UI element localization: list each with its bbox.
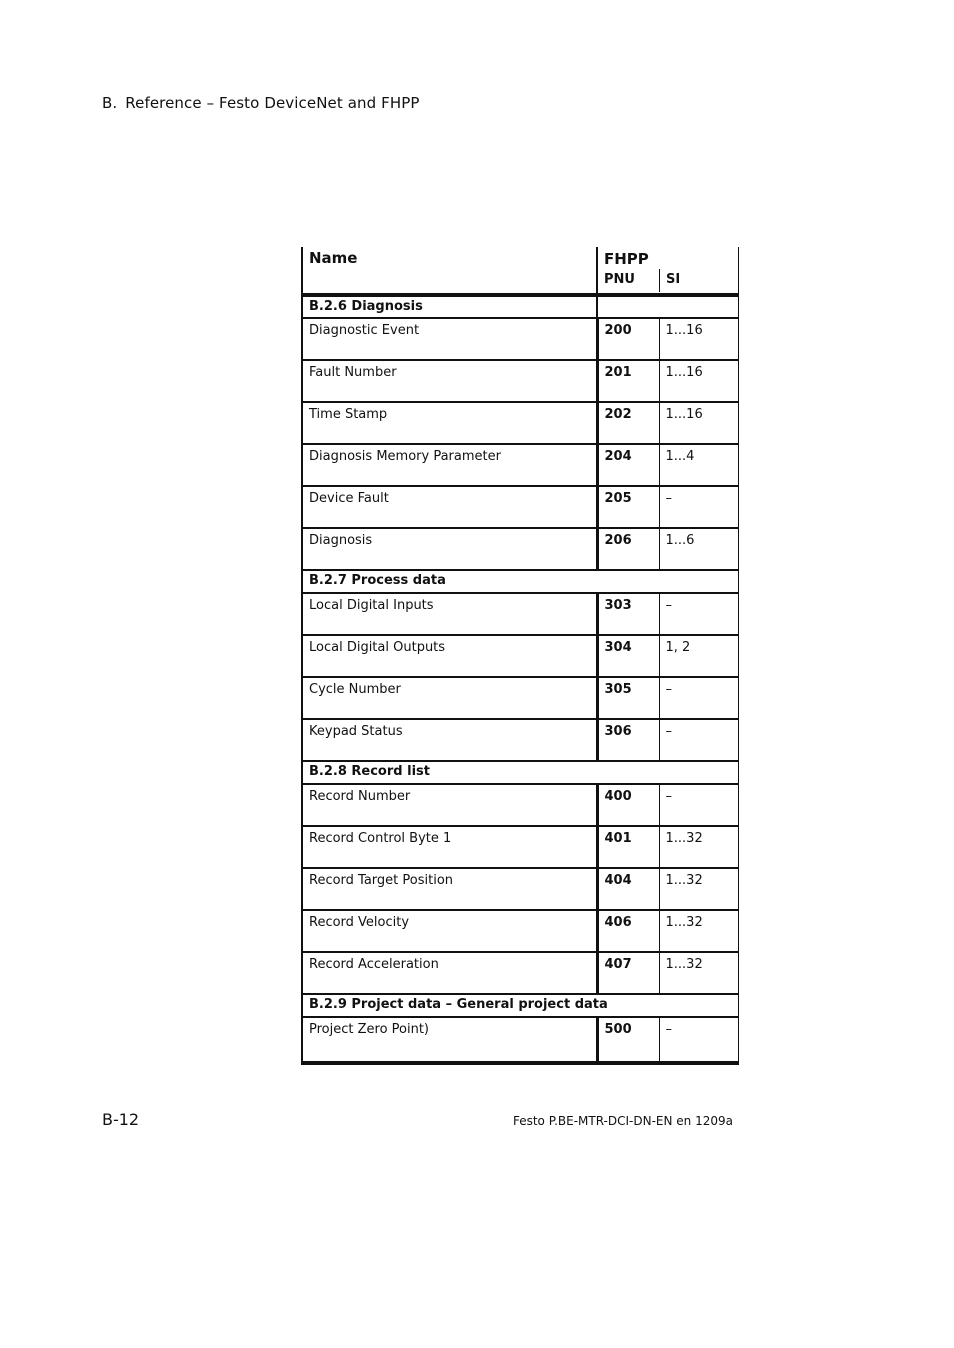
parameter-pnu: 306 [597, 719, 659, 761]
parameter-si: 1...16 [659, 360, 738, 402]
parameter-name: Device Fault [302, 486, 597, 528]
parameter-si: 1...4 [659, 444, 738, 486]
table-row [302, 952, 738, 994]
parameter-name: Local Digital Outputs [302, 635, 597, 677]
column-header-fhpp: FHPP [604, 250, 649, 268]
table-row [302, 593, 738, 635]
parameter-si: – [659, 677, 738, 719]
table-row [302, 677, 738, 719]
parameter-si: 1...16 [659, 402, 738, 444]
page-number: B-12 [102, 1110, 140, 1129]
document-reference: Festo P.BE-MTR-DCI-DN-EN en 1209a [512, 1114, 733, 1128]
section-title: B.2.6 Diagnosis [302, 295, 597, 318]
column-group-fhpp [597, 247, 738, 295]
table-row [302, 910, 738, 952]
parameter-si: 1...6 [659, 528, 738, 570]
parameter-si: 1...32 [659, 868, 738, 910]
parameter-name: Diagnosis Memory Parameter [302, 444, 597, 486]
table-row [302, 719, 738, 761]
table-row [302, 635, 738, 677]
parameter-name: Diagnosis [302, 528, 597, 570]
table-header-row [302, 247, 738, 295]
parameter-si: 1, 2 [659, 635, 738, 677]
table-row [302, 402, 738, 444]
parameter-name: Keypad Status [302, 719, 597, 761]
parameter-name: Local Digital Inputs [302, 593, 597, 635]
parameter-name: Record Acceleration [302, 952, 597, 994]
parameter-pnu: 202 [597, 402, 659, 444]
parameter-name: Cycle Number [302, 677, 597, 719]
column-header-name: Name [302, 247, 597, 295]
parameter-name: Record Target Position [302, 868, 597, 910]
column-header-pnu: PNU [598, 269, 660, 292]
section-title: B.2.8 Record list [302, 761, 738, 784]
parameter-pnu: 406 [597, 910, 659, 952]
parameter-si: 1...16 [659, 318, 738, 360]
table-row [302, 1017, 738, 1063]
parameter-pnu: 407 [597, 952, 659, 994]
parameter-name: Record Number [302, 784, 597, 826]
parameter-si: 1...32 [659, 910, 738, 952]
parameter-si: – [659, 593, 738, 635]
parameter-si: – [659, 784, 738, 826]
parameter-pnu: 206 [597, 528, 659, 570]
parameter-si: – [659, 1017, 738, 1063]
parameter-si: 1...32 [659, 826, 738, 868]
parameter-name: Fault Number [302, 360, 597, 402]
parameter-table [301, 247, 737, 1065]
table-row [302, 486, 738, 528]
table-row [302, 784, 738, 826]
parameter-pnu: 304 [597, 635, 659, 677]
parameter-name: Diagnostic Event [302, 318, 597, 360]
parameter-pnu: 205 [597, 486, 659, 528]
parameter-pnu: 400 [597, 784, 659, 826]
table-row [302, 528, 738, 570]
parameter-si: – [659, 486, 738, 528]
section-row [302, 994, 738, 1017]
parameter-name: Record Control Byte 1 [302, 826, 597, 868]
parameter-pnu: 401 [597, 826, 659, 868]
section-title: B.2.9 Project data – General project data [302, 994, 738, 1017]
chapter-title: Reference – Festo DeviceNet and FHPP [125, 94, 420, 112]
table-row [302, 360, 738, 402]
table-row [302, 444, 738, 486]
section-title: B.2.7 Process data [302, 570, 738, 593]
table-row [302, 826, 738, 868]
table-row [302, 318, 738, 360]
parameter-pnu: 305 [597, 677, 659, 719]
section-row [302, 570, 738, 593]
parameter-pnu: 204 [597, 444, 659, 486]
parameter-name: Record Velocity [302, 910, 597, 952]
parameter-pnu: 404 [597, 868, 659, 910]
section-row [302, 295, 738, 318]
chapter-label: B. [102, 94, 118, 112]
parameter-name: Time Stamp [302, 402, 597, 444]
parameter-si: 1...32 [659, 952, 738, 994]
parameter-pnu: 201 [597, 360, 659, 402]
parameter-pnu: 303 [597, 593, 659, 635]
parameter-pnu: 500 [597, 1017, 659, 1063]
parameter-si: – [659, 719, 738, 761]
table-row [302, 868, 738, 910]
parameter-name: Project Zero Point) [302, 1017, 597, 1063]
column-header-si: SI [666, 272, 681, 287]
section-row [302, 761, 738, 784]
parameter-pnu: 200 [597, 318, 659, 360]
section-empty-cell [597, 295, 738, 318]
page-header [102, 94, 420, 112]
